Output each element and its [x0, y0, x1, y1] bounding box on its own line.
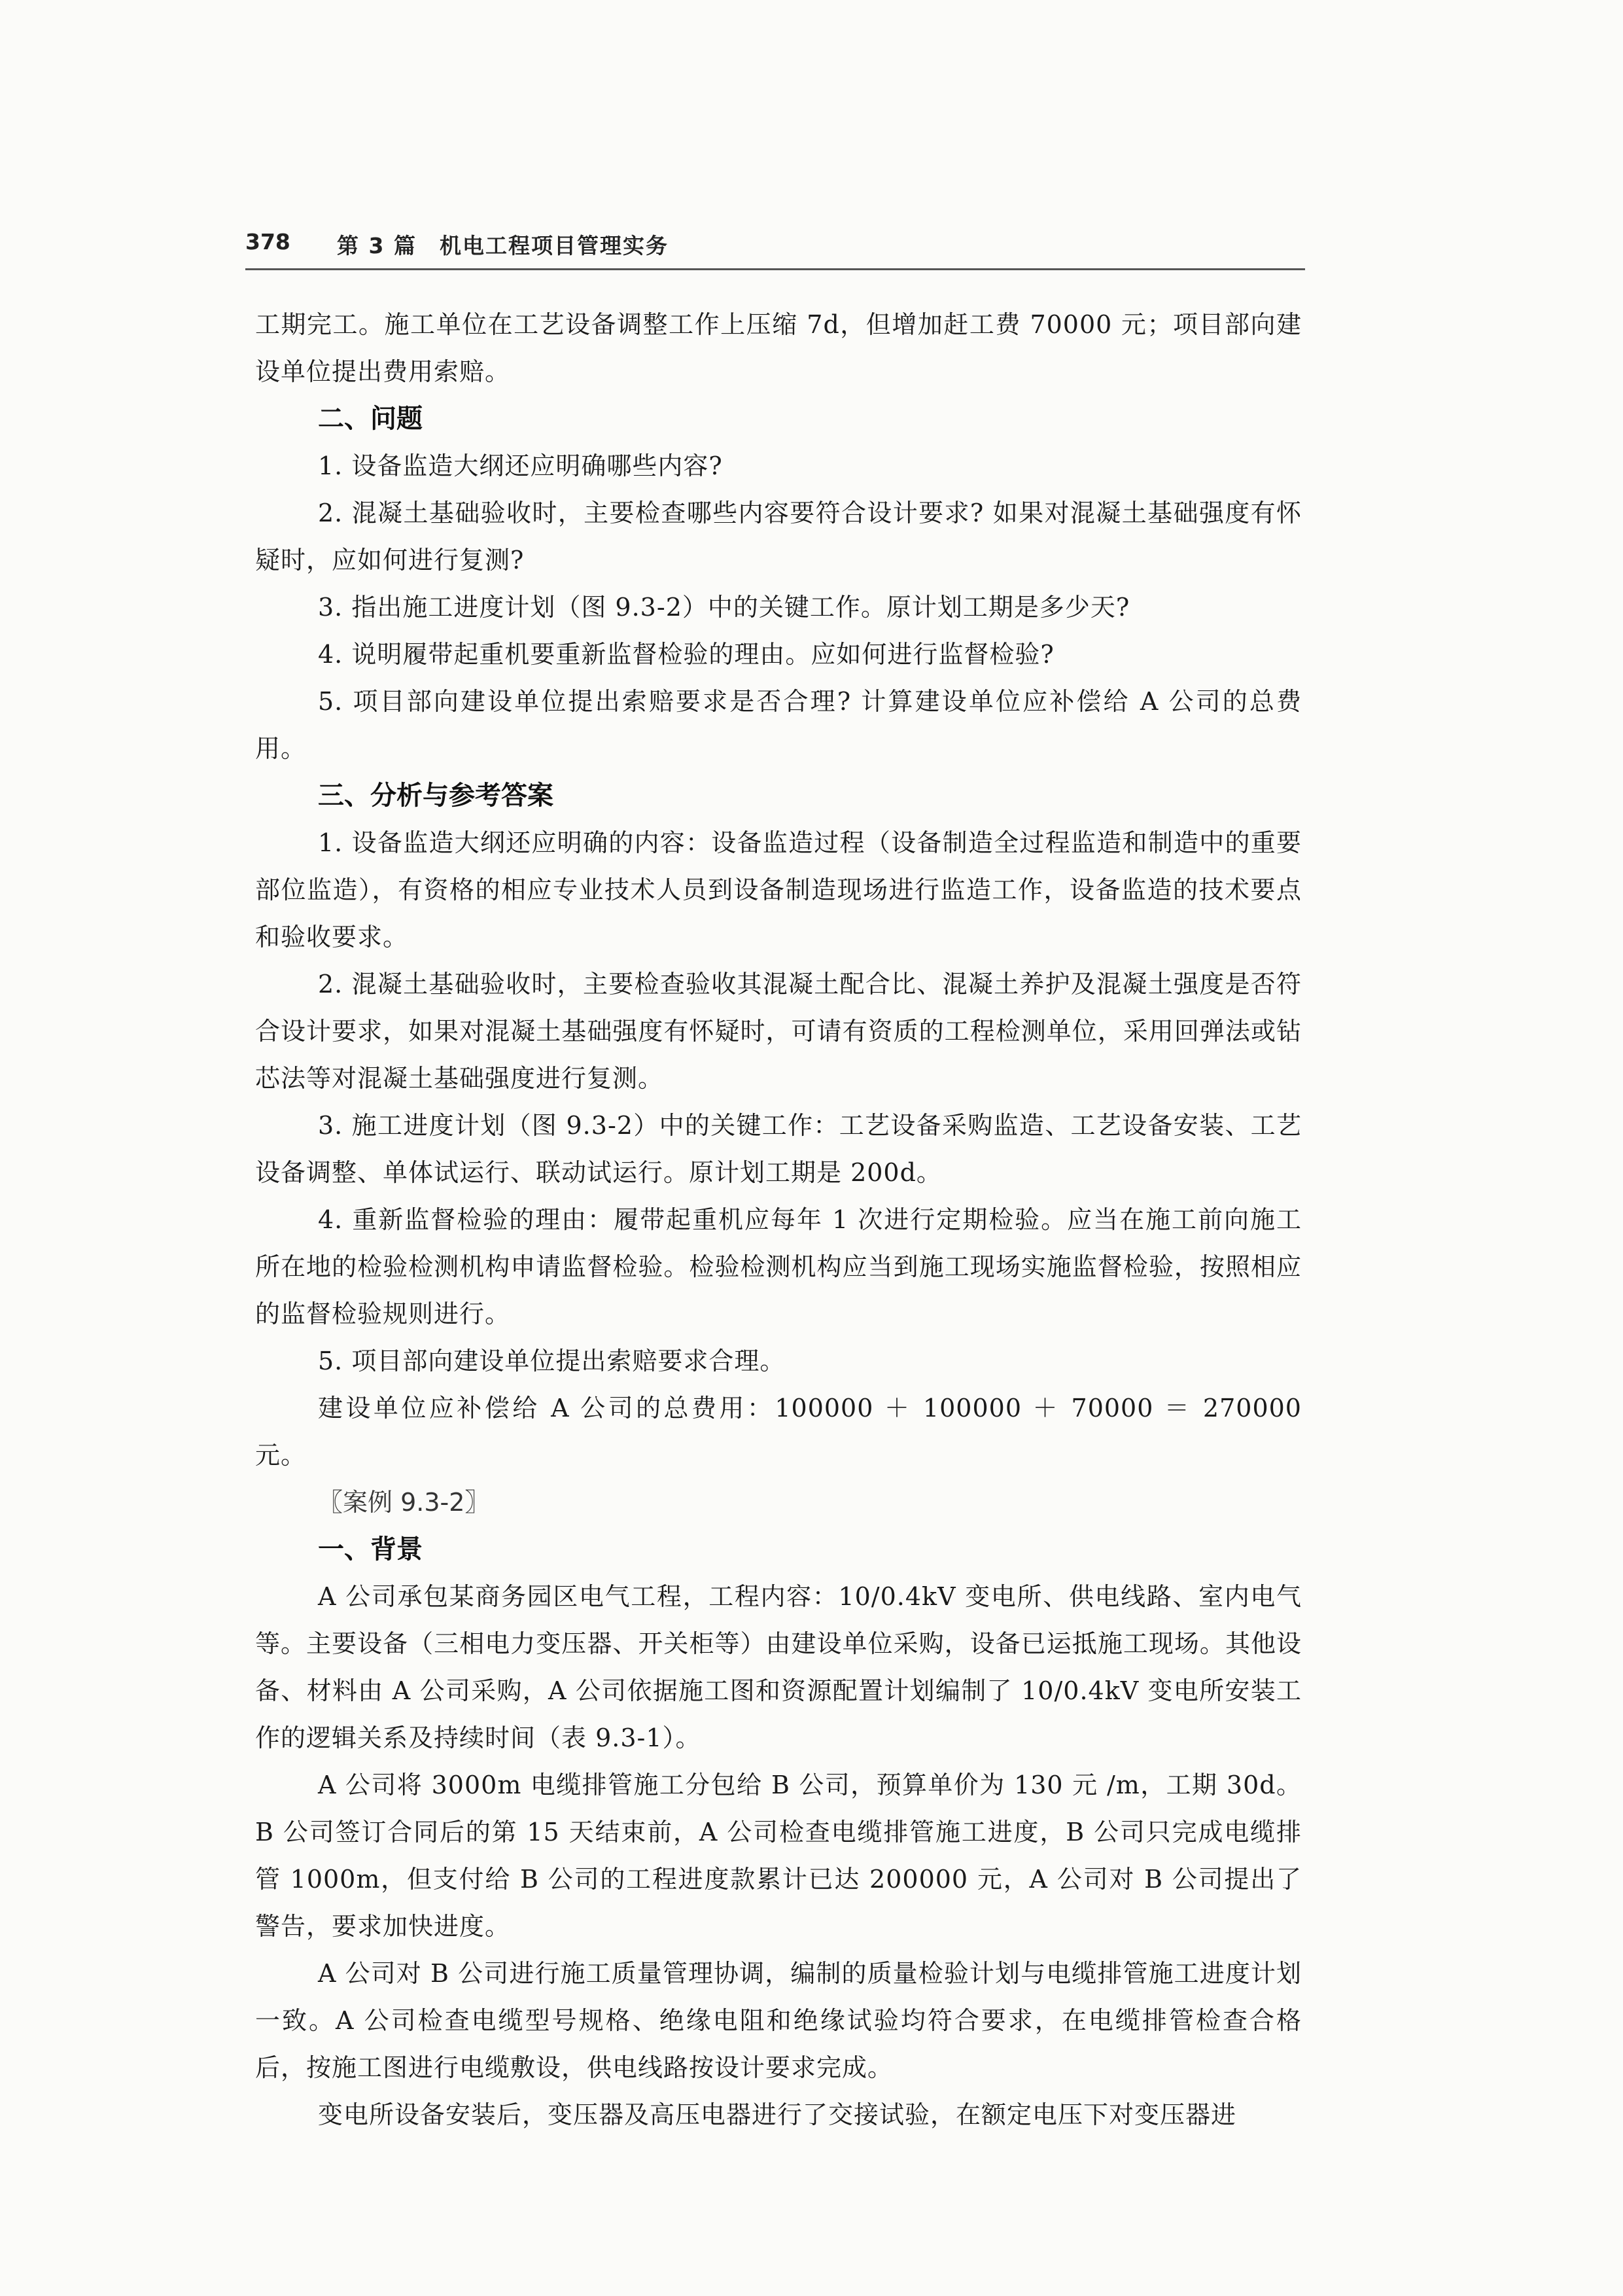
answer-item: 5. 项目部向建设单位提出索赔要求合理。 — [318, 1347, 786, 1375]
question-item: 3. 指出施工进度计划（图 9.3-2）中的关键工作。原计划工期是多少天? — [318, 593, 1130, 622]
answer-item: 2. 混凝土基础验收时，主要检查验收其混凝土配合比、混凝土养护及混凝土强度是否符合设计要求，如果对混凝土基础强度有怀疑时，可请有资质的工程检测单位，采用回弹法或钻芯法等对混凝土基础强度进行复测。 — [255, 970, 1302, 1093]
question-item: 2. 混凝土基础验收时，主要检查哪些内容要符合设计要求? 如果对混凝土基础强度有怀疑时，应如何进行复测? — [255, 499, 1302, 574]
background-paragraph: A 公司对 B 公司进行施工质量管理协调，编制的质量检验计划与电缆排管施工进度计划一致。A 公司检查电缆型号规格、绝缘电阻和绝缘试验均符合要求，在电缆排管检查合格后，按施工图进行电缆敷设，供电线路按设计要求完成。 — [255, 1959, 1302, 2082]
answer-item: 建设单位应补偿给 A 公司的总费用：100000 ＋ 100000 ＋ 70000 ＝ 270000 元。 — [255, 1394, 1302, 1470]
background-paragraph: A 公司将 3000m 电缆排管施工分包给 B 公司，预算单价为 130 元 /m，工期 30d。B 公司签订合同后的第 15 天结束前，A 公司检查电缆排管施工进度，B 公司只完成电缆排管 1000m，但支付给 B 公司的工程进度款累计已达 200000 元，A 公司对 B 公司提出了警告，要求加快进度。 — [255, 1771, 1302, 1941]
running-title: 第 3 篇 机电工程项目管理实务 — [337, 233, 669, 258]
page-body — [255, 301, 1302, 2138]
page-number: 378 — [245, 229, 290, 255]
answer-item: 3. 施工进度计划（图 9.3-2）中的关键工作：工艺设备采购监造、工艺设备安装、工艺设备调整、单体试运行、联动试运行。原计划工期是 200d。 — [255, 1111, 1302, 1187]
case-label: 〖案例 9.3-2〗 — [318, 1488, 490, 1517]
background-heading: 一、背景 — [318, 1534, 423, 1564]
question-item: 1. 设备监造大纲还应明确哪些内容? — [318, 451, 723, 480]
page-header — [245, 216, 1305, 270]
background-paragraph: A 公司承包某商务园区电气工程，工程内容：10/0.4kV 变电所、供电线路、室内电气等。主要设备（三相电力变压器、开关柜等）由建设单位采购，设备已运抵施工现场。其他设备、材料由 A 公司采购，A 公司依据施工图和资源配置计划编制了 10/0.4kV 变电所安装工作的逻辑关系及持续时间（表 9.3-1）。 — [255, 1582, 1302, 1752]
questions-heading: 二、问题 — [318, 404, 423, 434]
question-item: 5. 项目部向建设单位提出索赔要求是否合理? 计算建设单位应补偿给 A 公司的总费用。 — [255, 687, 1302, 763]
background-paragraph: 变电所设备安装后，变压器及高压电器进行了交接试验，在额定电压下对变压器进 — [318, 2100, 1237, 2129]
intro-paragraph: 工期完工。施工单位在工艺设备调整工作上压缩 7d，但增加赶工费 70000 元；项目部向建设单位提出费用索赔。 — [255, 310, 1302, 386]
answer-item: 1. 设备监造大纲还应明确的内容：设备监造过程（设备制造全过程监造和制造中的重要部位监造），有资格的相应专业技术人员到设备制造现场进行监造工作，设备监造的技术要点和验收要求。 — [255, 828, 1302, 951]
answers-heading: 三、分析与参考答案 — [318, 781, 553, 811]
answer-item: 4. 重新监督检验的理由：履带起重机应每年 1 次进行定期检验。应当在施工前向施工所在地的检验检测机构申请监督检验。检验检测机构应当到施工现场实施监督检验，按照相应的监督检验规则进行。 — [255, 1205, 1302, 1328]
question-item: 4. 说明履带起重机要重新监督检验的理由。应如何进行监督检验? — [318, 640, 1055, 669]
